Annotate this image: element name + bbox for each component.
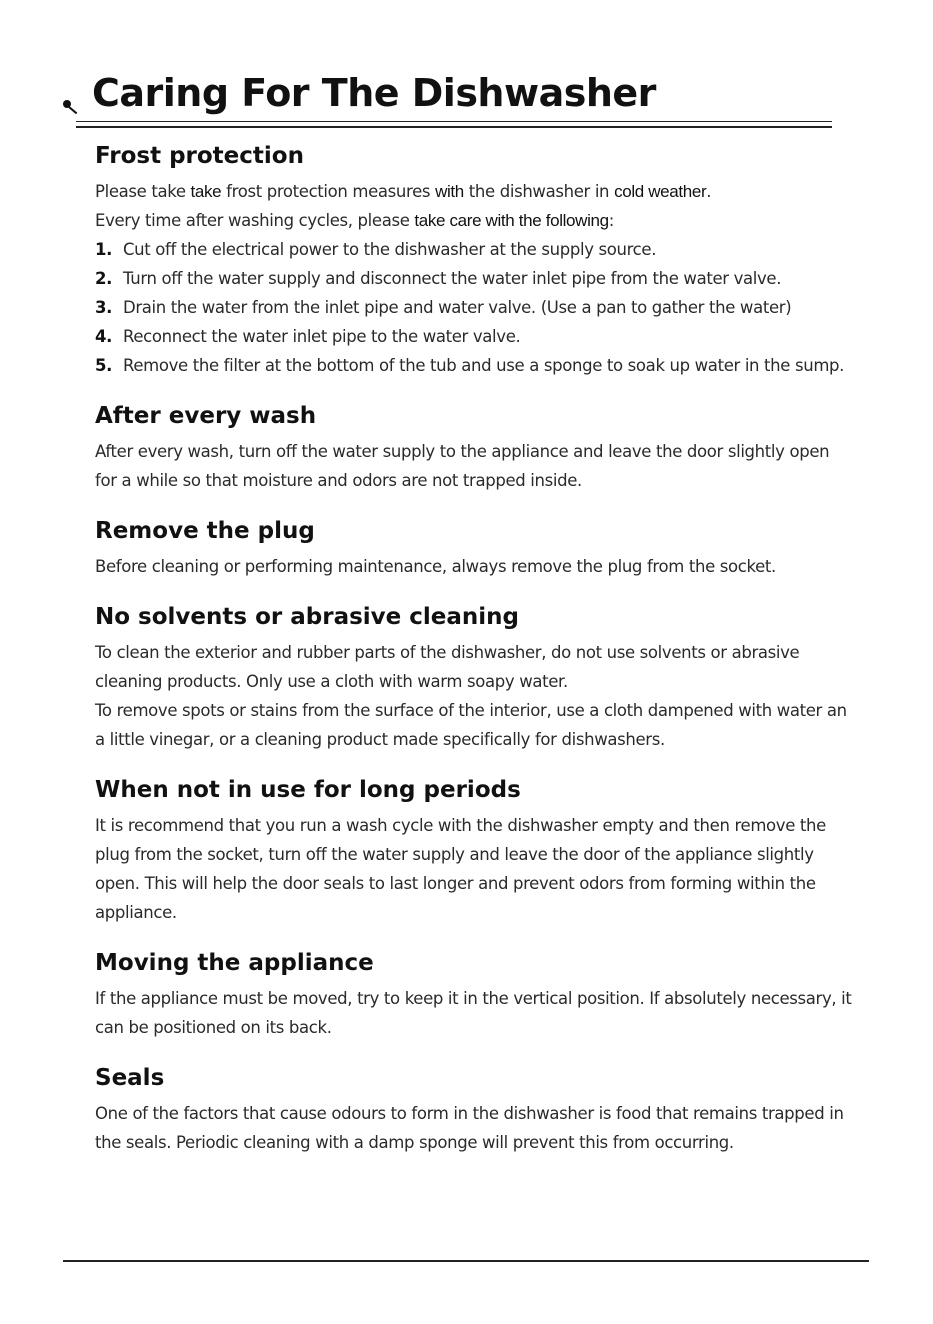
step-text: Remove the filter at the bottom of the tub and use a sponge to soak up water in the sump. [123,356,845,375]
frost-intro-line-1 [95,177,855,206]
text-run-emphasis: take [190,182,222,201]
title-bullet-tick [68,106,77,114]
section-heading: Frost protection [95,143,304,169]
section-body: If the appliance must be moved, try to keep it in the vertical position. If absolutely necessary, it can be positioned on its back. [95,989,852,1037]
section-moving-appliance [95,947,855,1042]
section-heading: When not in use for long periods [95,777,521,803]
text-run-emphasis: with [435,182,464,201]
section-long-periods [95,774,855,927]
section-body: After every wash, turn off the water supply to the appliance and leave the door slightly open for a while so that moisture and odors are not trapped inside. [95,442,830,490]
list-item [95,322,855,351]
text-run: Every time after washing cycles, please [95,211,415,230]
list-item [95,235,855,264]
section-frost-protection [95,140,855,380]
text-run: the dishwasher in [463,182,615,201]
step-number: 4. [95,327,113,346]
list-item [95,293,855,322]
section-body: To clean the exterior and rubber parts of the dishwasher, do not use solvents or abrasive cleaning products. Only use a cloth with warm soapy water. [95,643,800,691]
text-run: : [608,211,614,230]
section-after-every-wash [95,400,855,495]
text-run: . [706,182,712,201]
section-seals [95,1062,855,1157]
text-run: Please take [95,182,191,201]
section-no-solvents [95,601,855,754]
footer-rule [63,1260,869,1262]
step-text: Reconnect the water inlet pipe to the water valve. [123,327,521,346]
section-body: One of the factors that cause odours to form in the dishwasher is food that remains trapped in the seals. Periodic cleaning with a damp sponge will prevent this from occurring. [95,1104,844,1152]
step-text: Cut off the electrical power to the dishwasher at the supply source. [123,240,657,259]
list-item [95,264,855,293]
section-heading: After every wash [95,403,317,429]
step-number: 3. [95,298,113,317]
step-number: 2. [95,269,113,288]
section-heading: Remove the plug [95,518,315,544]
text-run-emphasis: take care with the following [414,211,609,230]
section-heading: Moving the appliance [95,950,374,976]
title-rule-thin [76,121,832,122]
section-heading: No solvents or abrasive cleaning [95,604,519,630]
list-item [95,351,855,380]
section-body: To remove spots or stains from the surface of the interior, use a cloth dampened with water an a little vinegar, or a cleaning product made specifically for dishwashers. [95,701,847,749]
section-remove-plug [95,515,855,581]
step-text: Turn off the water supply and disconnect the water inlet pipe from the water valve. [123,269,782,288]
section-body: Before cleaning or performing maintenance, always remove the plug from the socket. [95,557,776,576]
title-rule-thick [76,126,832,128]
frost-intro-line-2 [95,206,855,235]
step-text: Drain the water from the inlet pipe and water valve. (Use a pan to gather the water) [123,298,792,317]
step-number: 1. [95,240,113,259]
text-run: frost protection measures [221,182,436,201]
page-content [95,140,855,1177]
page-title: Caring For The Dishwasher [92,71,656,115]
frost-steps-list [95,235,855,380]
section-body: It is recommend that you run a wash cycle with the dishwasher empty and then remove the plug from the socket, turn off the water supply and leave the door of the appliance slightly open. This will help the door seals to last longer and prevent odors from forming within the appliance. [95,816,826,922]
section-heading: Seals [95,1065,165,1091]
text-run-emphasis: cold weather [614,182,707,201]
step-number: 5. [95,356,113,375]
